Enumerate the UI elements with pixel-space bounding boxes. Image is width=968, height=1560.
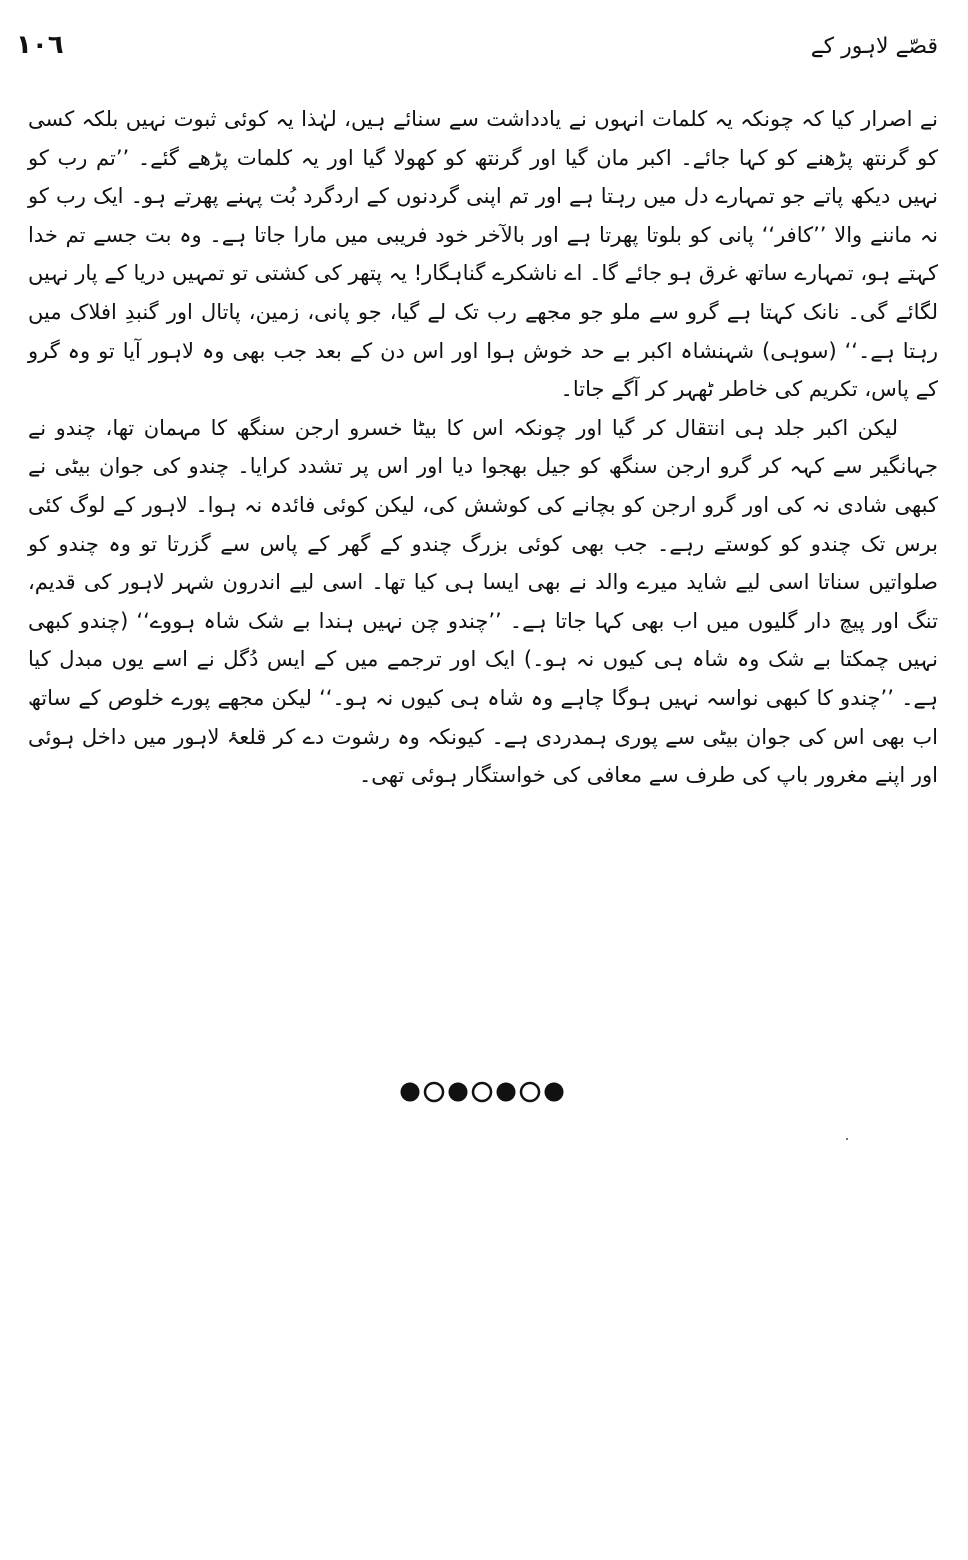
running-title: قصّے لاہور کے [810,34,938,59]
hollow-circle-icon [521,1083,539,1101]
ornament-circles [394,1080,574,1104]
hollow-circle-icon [425,1083,443,1101]
paragraph-1: نے اصرار کیا کہ چونکہ یہ کلمات انہوں نے یادداشت سے سنائے ہیں، لہٰذا یہ کوئی ثبوت نہیں بلکہ کسی کو گرنتھ پڑھنے کو کہا جائے۔ اکبر مان گیا اور گرنتھ کو کھولا گیا اور یہ کلمات پڑھے گئے۔ ’’تم رب کو نہیں دیکھ پاتے جو تمہارے دل میں رہتا ہے اور تم اپنی گردنوں کے اردگرد بُت پہنے پھرتے ہو۔ ایک رب کو نہ ماننے والا ’’کافر‘‘ پانی کو بلوتا پھرتا ہے اور بالآخر خود فریبی میں مارا جاتا ہے۔ وہ بت جسے تم خدا کہتے ہو، تمہارے ساتھ غرق ہو جائے گا۔ اے ناشکرے گناہگار! یہ پتھر کی کشتی تو تمہیں دریا کے پار نہیں لگائے گی۔ نانک کہتا ہے گرو سے ملو جو مجھے رب تک لے گیا، جو پانی، زمین، پاتال اور گنبدِ افلاک میں رہتا ہے۔‘‘ (سوہی) شہنشاہ اکبر بے حد خوش ہوا اور اس دن کے بعد جب بھی وہ لاہور آیا تو وہ گرو کے پاس، تکریم کی خاطر ٹھہر کر آگے جاتا۔ [28,107,938,402]
section-ornament [0,1080,968,1108]
page-number: ١٠٦ [16,30,64,60]
body-text [28,100,938,795]
hollow-circle-icon [473,1083,491,1101]
filled-circle-icon [545,1083,563,1101]
filled-circle-icon [497,1083,515,1101]
paragraph-2: لیکن اکبر جلد ہی انتقال کر گیا اور چونکہ اس کا بیٹا خسرو ارجن سنگھ کا مہمان تھا، چندو نے جہانگیر سے کہہ کر گرو ارجن سنگھ کو جیل بھجوا دیا اور اس پر تشدد کرایا۔ چندو کی جوان بیٹی نے کبھی شادی نہ کی اور گرو ارجن کو بچانے کی کوشش کی، لیکن کوئی فائدہ نہ ہوا۔ لاہور کے لوگ کئی برس تک چندو کو کوستے رہے۔ جب بھی کوئی بزرگ چندو کے گھر کے پاس سے گزرتا تو وہ چندو کو صلواتیں سناتا اسی لیے شاید میرے والد نے بھی ایسا ہی کیا تھا۔ اسی لیے اندرون شہر لاہور کی قدیم، تنگ اور پیچ دار گلیوں میں اب بھی کہا جاتا ہے۔ ’’چندو چن نہیں ہندا بے شک شاہ ہووے‘‘ (چندو کبھی نہیں چمکتا بے شک وہ شاہ ہی کیوں نہ ہو۔) ایک اور ترجمے میں کے ایس دُگل نے اسے یوں مبدل کیا ہے۔ ’’چندو کا کبھی نواسہ نہیں ہوگا چاہے وہ شاہ ہی کیوں نہ ہو۔‘‘ لیکن مجھے پورے خلوص کے ساتھ اب بھی اس کی جوان بیٹی سے پوری ہمدردی ہے۔ کیونکہ وہ رشوت دے کر قلعۂ لاہور میں داخل ہوئی اور اپنے مغرور باپ کی طرف سے معافی کی خواستگار ہوئی تھی۔ [28,415,938,788]
ink-speck [846,1138,848,1140]
filled-circle-icon [449,1083,467,1101]
filled-circle-icon [401,1083,419,1101]
